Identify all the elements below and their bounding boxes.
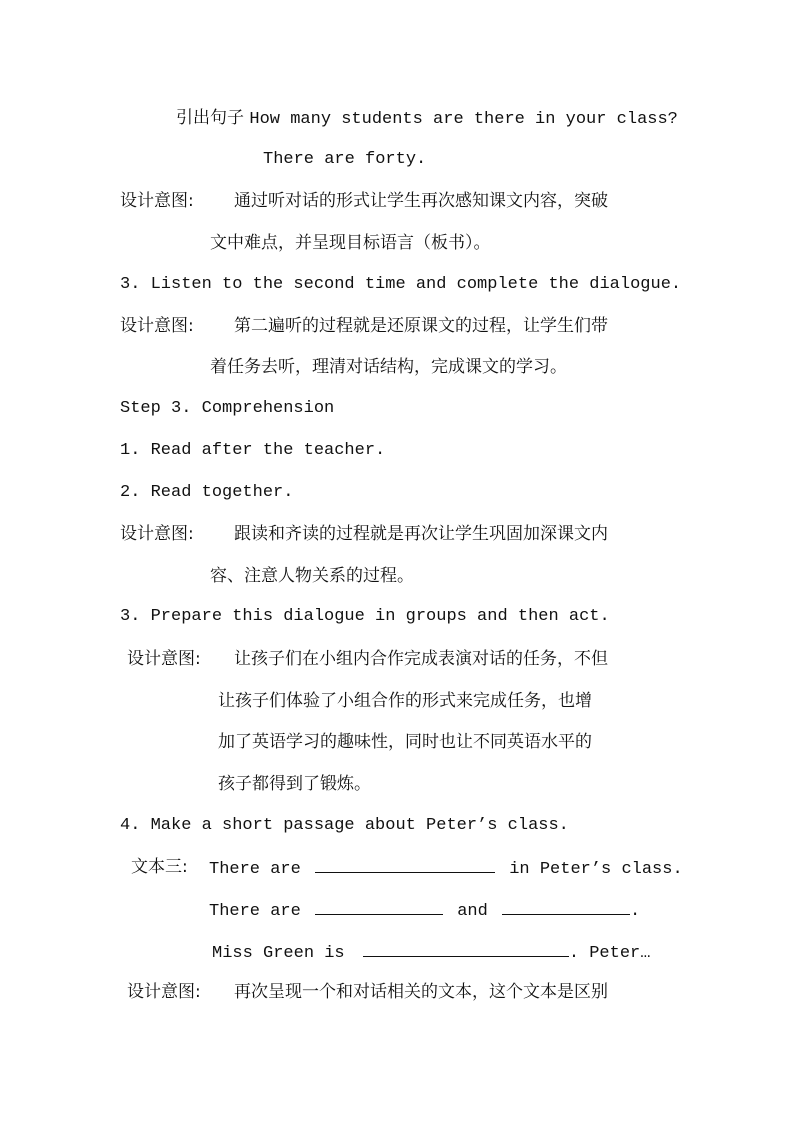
note4-line3: 加了英语学习的趣味性，同时也让不同英语水平的 [218, 732, 592, 752]
text3-line2 [209, 898, 640, 923]
note2-line1: 第二遍听的过程就是还原课文的过程，让学生们带 [234, 316, 608, 336]
note4-line2: 让孩子们体验了小组合作的形式来完成任务，也增 [218, 691, 592, 711]
note3-line1: 跟读和齐读的过程就是再次让学生巩固加深课文内 [234, 524, 608, 544]
note3-line2: 容、注意人物关系的过程。 [210, 566, 414, 586]
text3-line3 [212, 940, 650, 965]
step3-title: Step 3. Comprehension [120, 399, 335, 418]
note5-line1: 再次呈现一个和对话相关的文本，这个文本是区别 [234, 982, 608, 1002]
design-intent-label: 设计意图: [120, 524, 194, 544]
design-intent-label: 设计意图: [127, 649, 201, 669]
text3-line2-end: . [630, 902, 641, 921]
text3-label: 文本三: [131, 857, 188, 877]
fill-blank[interactable] [315, 898, 443, 915]
note4-line4: 孩子都得到了锻炼。 [218, 774, 371, 794]
fill-blank[interactable] [363, 940, 569, 957]
text3-line1-end: in Peter’s class. [509, 860, 683, 879]
note2-line2: 着任务去听，理清对话结构，完成课文的学习。 [210, 357, 567, 377]
text3-line3-end: . Peter… [568, 944, 651, 963]
text3-line2-start: There are [209, 902, 301, 921]
text3-line2-and: and [457, 902, 488, 921]
note1-line2: 文中难点，并呈现目标语言（板书）。 [210, 233, 491, 253]
step2-item3: 3. Listen to the second time and complete the dialogue. [120, 275, 682, 294]
text3-line1 [209, 856, 683, 881]
fill-blank[interactable] [502, 898, 630, 915]
note4-line1: 让孩子们在小组内合作完成表演对话的任务，不但 [234, 649, 608, 669]
intro-line [176, 107, 678, 131]
intro-label: 引出句子 [176, 108, 244, 128]
step3-item1: 1. Read after the teacher. [120, 441, 386, 460]
text3-line3-start: Miss Green is [212, 944, 345, 963]
design-intent-label: 设计意图: [127, 982, 201, 1002]
design-intent-label: 设计意图: [120, 191, 194, 211]
design-intent-label: 设计意图: [120, 316, 194, 336]
step3-item2: 2. Read together. [120, 483, 294, 502]
step3-item3: 3. Prepare this dialogue in groups and then act. [120, 607, 610, 626]
note1-line1: 通过听对话的形式让学生再次感知课文内容，突破 [234, 191, 608, 211]
intro-answer: There are forty. [263, 150, 427, 169]
fill-blank[interactable] [315, 856, 495, 873]
text3-line1-start: There are [209, 860, 301, 879]
step3-item4: 4. Make a short passage about Peter’s class. [120, 816, 569, 835]
intro-question: How many students are there in your class? [249, 110, 678, 129]
